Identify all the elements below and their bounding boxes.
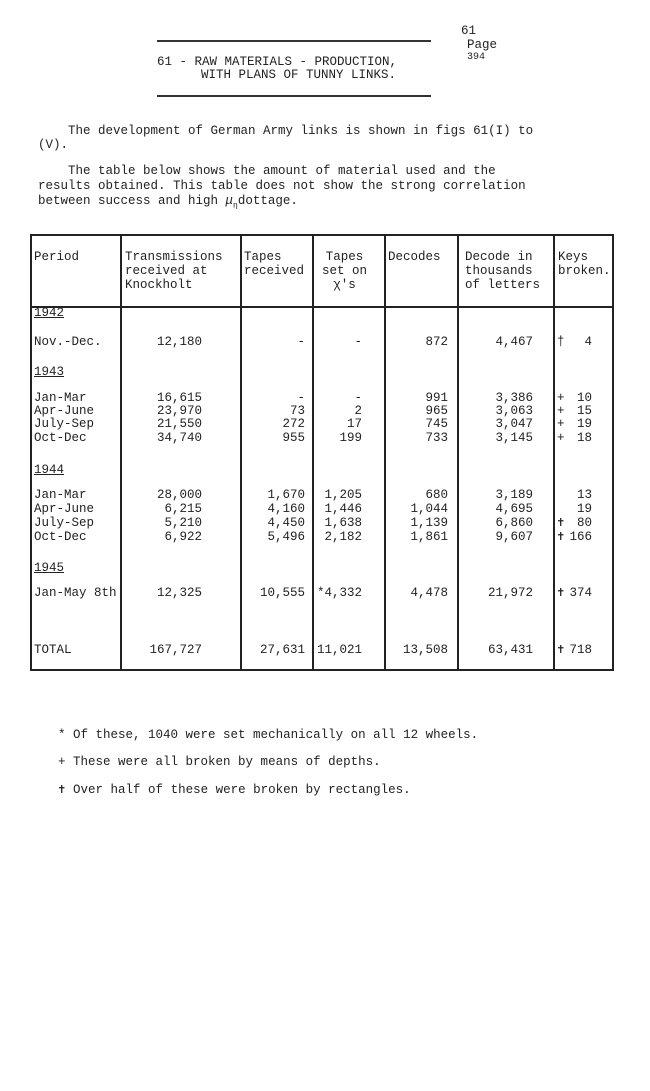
row-set-cell: 1,205 <box>324 488 362 502</box>
year-heading: 1943 <box>34 365 65 379</box>
total-keys-cell: 718 <box>569 643 592 657</box>
row-set-cell: 17 <box>346 417 362 431</box>
row-keys-cell: 4 <box>584 335 592 349</box>
header-keys-broken: Keys broken. <box>558 250 611 278</box>
total-decodes-cell: 13,508 <box>402 643 448 657</box>
row-set-cell: 199 <box>339 431 362 445</box>
row-trans-cell: 16,615 <box>156 391 202 405</box>
footnote-text: Of these, 1040 were set mechanically on all 12 wheels. <box>73 728 479 742</box>
row-decodes-cell: 991 <box>425 391 448 405</box>
header-decodes: Decodes <box>388 250 441 264</box>
row-mark-cell: ✝ <box>557 516 565 530</box>
column-divider <box>312 236 314 669</box>
row-trans-cell: 21,550 <box>156 417 202 431</box>
row-keys-cell: 18 <box>576 431 592 445</box>
total-tapes-cell: 27,631 <box>259 643 305 657</box>
row-period-cell: July-Sep <box>34 417 95 431</box>
column-divider <box>240 236 242 669</box>
row-tapes-cell: 955 <box>282 431 305 445</box>
row-period-cell: Apr-June <box>34 404 95 418</box>
page-number: 394 <box>467 52 486 63</box>
row-keys-cell: 10 <box>576 391 592 405</box>
row-letters-cell: 3,386 <box>495 391 533 405</box>
mu-symbol: μ <box>225 194 234 208</box>
row-keys-cell: 374 <box>569 586 592 600</box>
cross-mark: + <box>58 755 66 769</box>
footnote-2 <box>58 755 381 769</box>
row-period-cell: Nov.-Dec. <box>34 335 102 349</box>
row-tapes-cell: 73 <box>289 404 305 418</box>
section-number: 61 <box>461 24 477 38</box>
row-tapes-cell: - <box>297 335 305 349</box>
page-label: Page <box>467 38 498 52</box>
row-keys-cell: 19 <box>576 502 592 516</box>
row-set-cell: 1,446 <box>324 502 362 516</box>
row-period-cell: Apr-June <box>34 502 95 516</box>
row-decodes-cell: 4,478 <box>410 586 448 600</box>
column-divider <box>553 236 555 669</box>
row-decodes-cell: 745 <box>425 417 448 431</box>
row-letters-cell: 3,047 <box>495 417 533 431</box>
row-tapes-cell: 5,496 <box>267 530 305 544</box>
row-tapes-cell: 10,555 <box>259 586 305 600</box>
row-period-cell: July-Sep <box>34 516 95 530</box>
row-decodes-cell: 1,861 <box>410 530 448 544</box>
row-mark-cell: † <box>557 335 565 349</box>
row-tapes-cell: 4,160 <box>267 502 305 516</box>
row-trans-cell: 34,740 <box>156 431 202 445</box>
row-set-cell: 1,638 <box>324 516 362 530</box>
eta-subscript: η <box>233 201 238 211</box>
row-tapes-cell: 1,670 <box>267 488 305 502</box>
row-decodes-cell: 965 <box>425 404 448 418</box>
header-period: Period <box>34 250 80 264</box>
row-trans-cell: 6,215 <box>164 502 202 516</box>
paragraph-2-line3 <box>38 194 298 211</box>
title-rule-bottom <box>157 95 431 97</box>
row-period-cell: Oct-Dec <box>34 431 87 445</box>
header-divider <box>32 306 612 308</box>
row-mark-cell: + <box>557 431 565 445</box>
row-set-cell: *4,332 <box>316 586 362 600</box>
paragraph-text: dottage. <box>237 194 298 208</box>
header-tapes-received: Tapes received <box>244 250 305 278</box>
row-letters-cell: 3,063 <box>495 404 533 418</box>
row-decodes-cell: 680 <box>425 488 448 502</box>
header-transmissions: Transmissions received at Knockholt <box>125 250 223 292</box>
row-tapes-cell: 4,450 <box>267 516 305 530</box>
dagger-mark: ✝ <box>58 783 66 797</box>
row-mark-cell: ✝ <box>557 586 565 600</box>
header-tapes-set: Tapes set on χ's <box>322 250 368 292</box>
paragraph-2-line2: results obtained. This table does not show the strong correlation <box>38 179 526 193</box>
footnote-text: Over half of these were broken by rectangles. <box>73 783 411 797</box>
total-mark-cell: ✝ <box>557 643 565 657</box>
row-trans-cell: 12,325 <box>156 586 202 600</box>
paragraph-2-line1: The table below shows the amount of material used and the <box>38 164 496 178</box>
row-set-cell: 2,182 <box>324 530 362 544</box>
row-keys-cell: 19 <box>576 417 592 431</box>
row-mark-cell: ✝ <box>557 530 565 544</box>
row-trans-cell: 12,180 <box>156 335 202 349</box>
column-divider <box>457 236 459 669</box>
row-period-cell: Jan-May 8th <box>34 586 117 600</box>
row-letters-cell: 21,972 <box>487 586 533 600</box>
row-letters-cell: 9,607 <box>495 530 533 544</box>
paragraph-1-line2: (V). <box>38 138 69 152</box>
row-decodes-cell: 1,044 <box>410 502 448 516</box>
footnote-text: These were all broken by means of depths. <box>73 755 381 769</box>
title-rule-top <box>157 40 431 42</box>
column-divider <box>120 236 122 669</box>
row-letters-cell: 3,189 <box>495 488 533 502</box>
paragraph-text: between success and high <box>38 194 226 208</box>
section-title-line1: 61 - RAW MATERIALS - PRODUCTION, <box>157 55 398 69</box>
row-mark-cell: + <box>557 391 565 405</box>
total-trans-cell: 167,727 <box>149 643 202 657</box>
row-letters-cell: 3,145 <box>495 431 533 445</box>
header-decode-letters: Decode in thousands of letters <box>465 250 541 292</box>
row-set-cell: - <box>354 335 362 349</box>
row-trans-cell: 28,000 <box>156 488 202 502</box>
row-period-cell: Jan-Mar <box>34 488 87 502</box>
year-heading: 1942 <box>34 306 65 320</box>
paragraph-1-line1: The development of German Army links is shown in figs 61(I) to <box>38 124 534 138</box>
row-period-cell: Oct-Dec <box>34 530 87 544</box>
row-set-cell: - <box>354 391 362 405</box>
row-letters-cell: 4,695 <box>495 502 533 516</box>
row-mark-cell: + <box>557 417 565 431</box>
results-table <box>30 234 614 671</box>
page-header <box>446 10 497 66</box>
year-heading: 1944 <box>34 463 65 477</box>
row-trans-cell: 23,970 <box>156 404 202 418</box>
row-decodes-cell: 872 <box>425 335 448 349</box>
row-trans-cell: 6,922 <box>164 530 202 544</box>
row-decodes-cell: 733 <box>425 431 448 445</box>
column-divider <box>384 236 386 669</box>
row-decodes-cell: 1,139 <box>410 516 448 530</box>
year-heading: 1945 <box>34 561 65 575</box>
row-set-cell: 2 <box>354 404 362 418</box>
row-letters-cell: 6,860 <box>495 516 533 530</box>
footnote-1 <box>58 728 478 742</box>
row-keys-cell: 15 <box>576 404 592 418</box>
row-trans-cell: 5,210 <box>164 516 202 530</box>
row-tapes-cell: - <box>297 391 305 405</box>
total-period-cell: TOTAL <box>34 643 72 657</box>
row-keys-cell: 13 <box>576 488 592 502</box>
footnote-3 <box>58 781 411 797</box>
row-letters-cell: 4,467 <box>495 335 533 349</box>
row-keys-cell: 166 <box>569 530 592 544</box>
row-keys-cell: 80 <box>576 516 592 530</box>
row-tapes-cell: 272 <box>282 417 305 431</box>
row-period-cell: Jan-Mar <box>34 391 87 405</box>
section-title-line2: WITH PLANS OF TUNNY LINKS. <box>201 68 397 82</box>
row-mark-cell: + <box>557 404 565 418</box>
asterisk-mark: * <box>58 728 66 742</box>
total-set-cell: 11,021 <box>316 643 362 657</box>
total-letters-cell: 63,431 <box>487 643 533 657</box>
